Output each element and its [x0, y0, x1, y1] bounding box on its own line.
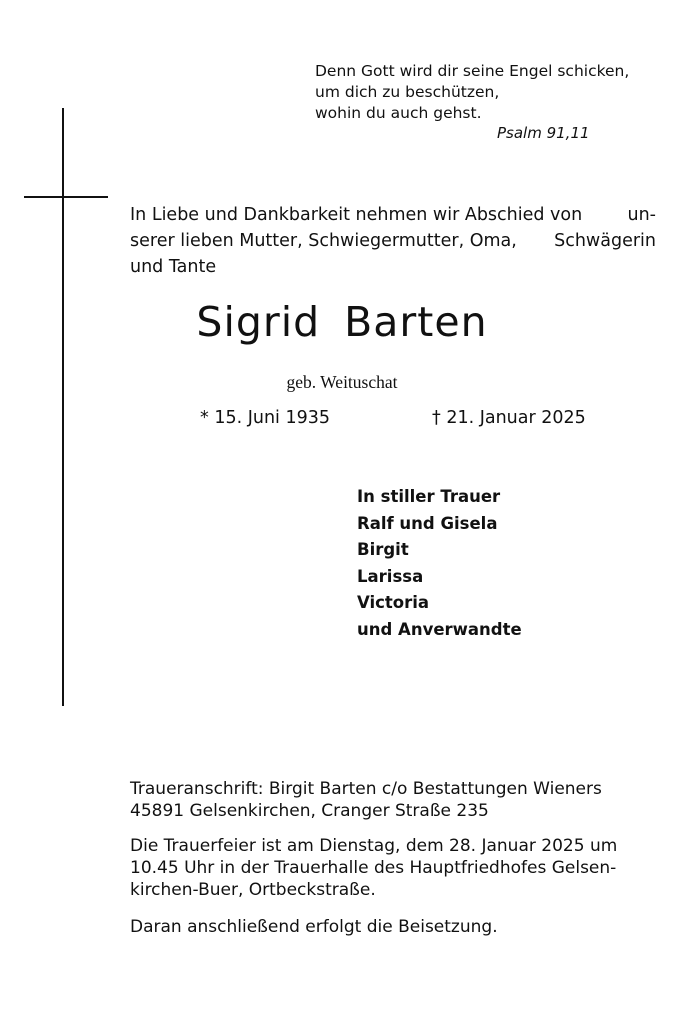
mourners-list	[357, 484, 522, 643]
mourner-line: Larissa	[357, 566, 424, 586]
bible-verse	[315, 61, 629, 124]
death-date: † 21. Januar 2025	[432, 408, 586, 428]
farewell-line-left: serer lieben Mutter, Schwiegermutter, Oma,	[130, 231, 517, 251]
burial-notice: Daran anschließend erfolgt die Beisetzung.	[130, 917, 498, 937]
deceased-name: Sigrid Barten	[196, 298, 488, 346]
farewell-line-left: In Liebe und Dankbarkeit nehmen wir Abschied von	[130, 205, 583, 225]
mourner-line: Victoria	[357, 593, 430, 612]
verse-line: um dich zu beschützen,	[315, 83, 500, 101]
cross-horizontal-bar	[24, 196, 108, 198]
address-line: 45891 Gelsenkirchen, Cranger Straße 235	[130, 801, 489, 821]
mourner-line: Birgit	[357, 540, 409, 559]
farewell-line-right: un-	[627, 205, 656, 225]
farewell-line-right: Schwägerin	[554, 231, 656, 251]
ceremony-line: kirchen-Buer, Ortbeckstraße.	[130, 880, 376, 900]
birth-date: * 15. Juni 1935	[200, 408, 331, 428]
mourner-line: und Anverwandte	[357, 619, 522, 639]
maiden-name: geb. Weituschat	[286, 372, 398, 392]
mourner-line: In stiller Trauer	[357, 487, 501, 506]
verse-reference: Psalm 91,11	[497, 124, 590, 142]
address-line: Traueranschrift: Birgit Barten c/o Bestattungen Wieners	[130, 779, 602, 799]
ceremony-line: 10.45 Uhr in der Trauerhalle des Hauptfriedhofes Gelsen-	[130, 858, 617, 878]
mourning-address	[130, 778, 670, 822]
farewell-line: und Tante	[130, 257, 217, 277]
verse-line: Denn Gott wird dir seine Engel schicken,	[315, 62, 630, 80]
farewell-line	[130, 228, 656, 254]
farewell-line	[130, 202, 656, 228]
ceremony-notice	[130, 835, 670, 901]
farewell-text	[130, 202, 660, 280]
verse-line: wohin du auch gehst.	[315, 104, 482, 122]
ceremony-line: Die Trauerfeier ist am Dienstag, dem 28. Januar 2025 um	[130, 836, 618, 856]
mourner-line: Ralf und Gisela	[357, 513, 498, 533]
